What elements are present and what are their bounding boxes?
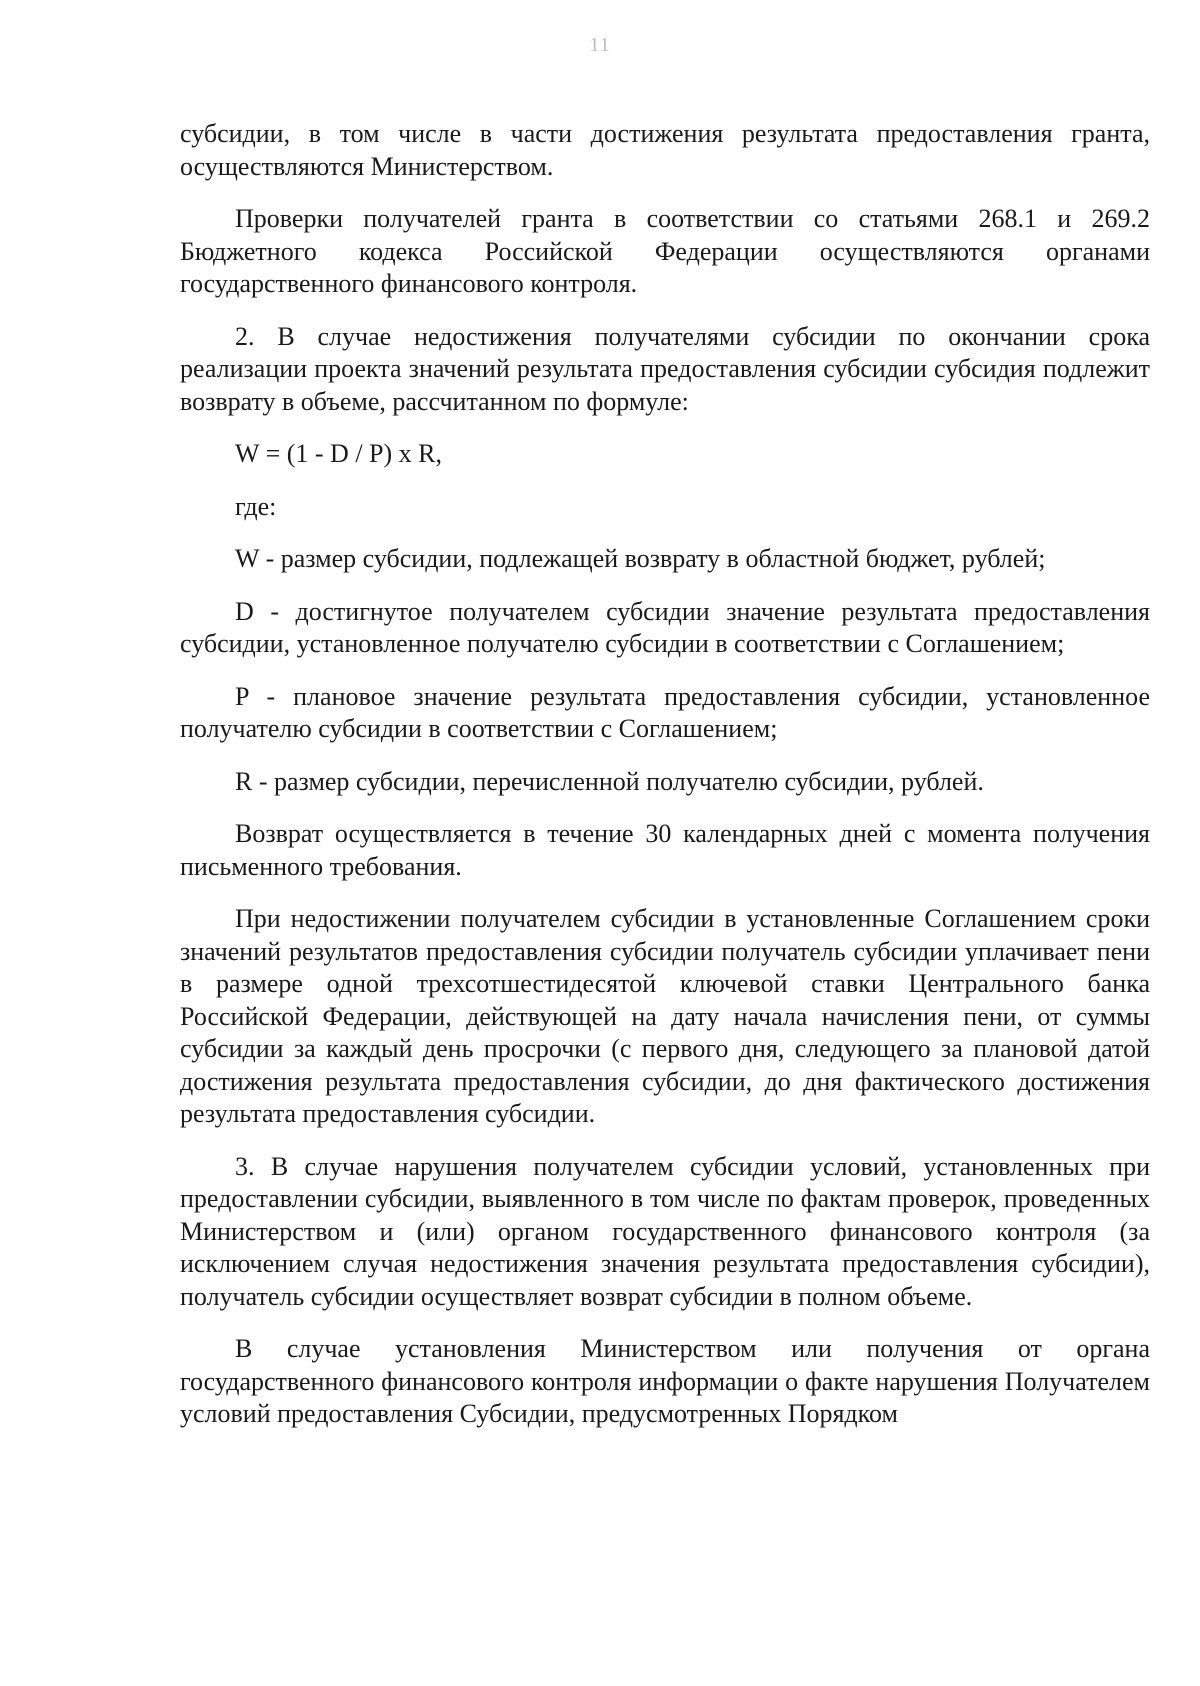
paragraph-audits: Проверки получателей гранта в соответствии со статьями 268.1 и 269.2 Бюджетного кодекса Российской Федерации осуществляются органами государственного финансового контроля. [180,204,1150,298]
paragraph-clause-2: 2. В случае недостижения получателями субсидии по окончании срока реализации проекта значений результата предоставления субсидии субсидия подлежит возврату в объеме, рассчитанном по формуле: [180,321,1150,416]
definition-w: W - размер субсидии, подлежащей возврату в областной бюджет, рублей; [235,544,1046,573]
formula-where: где: [235,491,277,521]
paragraph-refund-term: Возврат осуществляется в течение 30 календарных дней с момента получения письменного требования. [180,819,1150,881]
definition-d: D - достигнутое получателем субсидии значение результата предоставления субсидии, установленное получателю субсидии в соответствии с Соглашением; [180,596,1150,658]
paragraph-penalty: При недостижении получателем субсидии в установленные Соглашением сроки значений результатов предоставления субсидии получатель субсидии уплачивает пени в размере одной трехсотшестидесятой ключевой ставки Центрального банка Российской Федерации, действующей на дату начала начисления пени, от суммы субсидии за каждый день просрочки (с первого дня, следующего за плановой датой достижения результата предоставления субсидии, до дня фактического достижения результата предоставления субсидии. [180,904,1150,1128]
paragraph-continuation: субсидии, в том числе в части достижения результата предоставления гранта, осуществляются Министерством. [180,119,1150,181]
paragraph-violation-info: В случае установления Министерством или получения от органа государственного финансового контроля информации о факте нарушения Получателем условий предоставления Субсидии, предусмотренных Порядком [180,1334,1150,1428]
document-body [180,118,1150,1431]
page-number: 11 [589,34,611,56]
definition-p: P - плановое значение результата предоставления субсидии, установленное получателю субсидии в соответствии с Соглашением; [180,681,1150,743]
paragraph-clause-3: 3. В случае нарушения получателем субсидии условий, установленных при предоставлении субсидии, выявленного в том числе по фактам проверок, проведенных Министерством и (или) органом государственного финансового контроля (за исключением случая недостижения значения результата предоставления субсидии), получатель субсидии осуществляет возврат субсидии в полном объеме. [180,1151,1150,1311]
definition-r: R - размер субсидии, перечисленной получателю субсидии, рублей. [235,766,984,796]
formula: W = (1 - D / P) x R, [235,439,443,468]
